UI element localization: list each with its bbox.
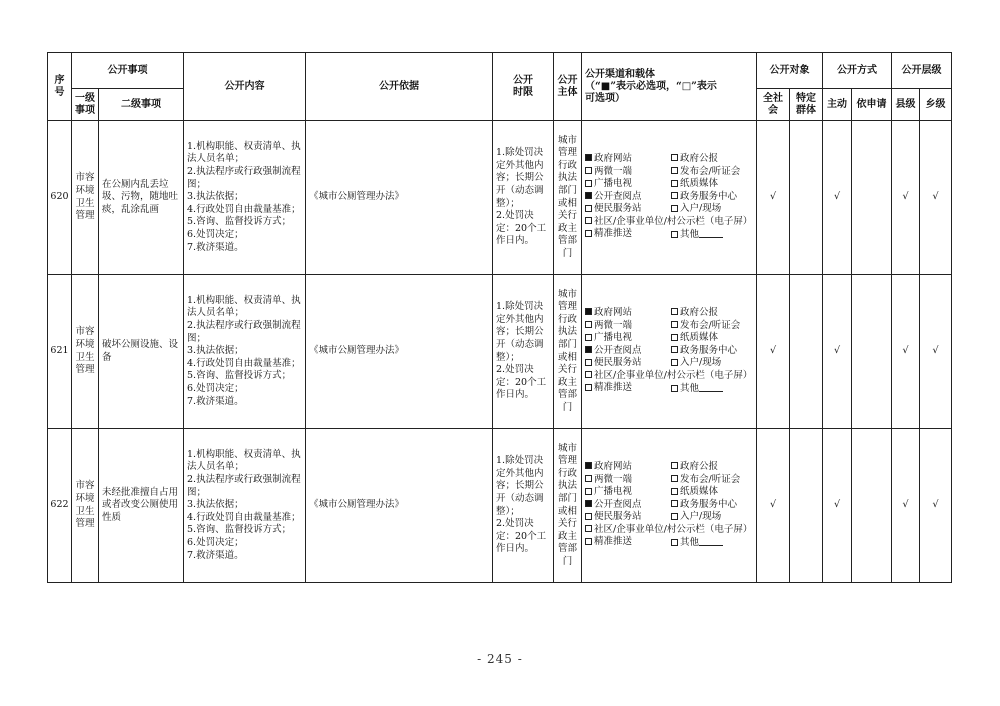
channel-label: 发布会/听证会 [680,165,741,177]
cell-time: 1.除处罚决定外其他内容；长期公开（动态调整）； 2.处罚决定：20个工作日内。 [493,429,554,583]
channel-label: 精准推送 [594,536,633,548]
channel-label: 便民服务站 [594,511,642,523]
channel-item [671,474,756,487]
channel-item [585,524,756,537]
header-level2: 二级事项 [99,89,184,121]
cell-channels [582,275,757,429]
channel-label: 纸质媒体 [680,486,719,498]
channel-item [671,178,756,191]
empty-box-icon [671,308,678,315]
header-level: 公开层级 [892,53,952,89]
channel-item [671,153,756,166]
channel-label: 入户/现场 [680,203,722,215]
channel-item [585,474,671,487]
empty-box-icon [585,475,592,482]
cell-apply [852,121,892,275]
channel-label: 广播电视 [594,332,633,344]
cell-level2: 破坏公厕设施、设备 [99,275,184,429]
cell-content: 1.机构职能、权责清单、执法人员名单； 2.执法程序或行政强制流程图； 3.执法依据； 4.行政处罚自由裁量基准； 5.咨询、监督投诉方式； 6.处罚决定； 7.救济渠道。 [184,429,306,583]
channel-label: 发布会/听证会 [680,473,741,485]
channel-item [585,191,671,204]
cell-public: √ [757,121,790,275]
cell-group [790,429,823,583]
channel-label: 广播电视 [594,486,633,498]
channel-item [671,499,756,512]
cell-township: √ [920,275,952,429]
cell-township: √ [920,429,952,583]
channel-list [582,461,756,550]
channel-label: 纸质媒体 [680,178,719,190]
header-basis: 公开依据 [306,53,493,121]
channel-label: 精准推送 [594,228,633,240]
channel-label: 其他 [680,229,700,241]
channel-item [671,345,756,358]
channel-label: 社区/企事业单位/村公示栏（电子屏） [594,369,753,381]
cell-active: √ [823,429,852,583]
channel-item [585,461,671,474]
cell-apply [852,275,892,429]
channel-label: 两微一端 [594,165,633,177]
channel-label: 政府公报 [680,460,719,472]
empty-box-icon [671,359,678,366]
header-county: 县级 [892,89,920,121]
channel-label: 入户/现场 [680,511,722,523]
empty-box-icon [671,385,678,392]
channel-label: 其他 [680,383,700,395]
channel-item [671,461,756,474]
empty-box-icon [585,167,592,174]
cell-county: √ [892,121,920,275]
cell-channels [582,121,757,275]
channel-label: 公开查阅点 [594,190,642,202]
channel-item [585,486,671,499]
cell-seq: 621 [48,275,72,429]
cell-time: 1.除处罚决定外其他内容；长期公开（动态调整）； 2.处罚决定：20个工作日内。 [493,275,554,429]
channel-item [671,307,756,320]
cell-subject: 城市 管理 行政 执法 部门 或相 关行 政主 管部 门 [554,275,582,429]
empty-box-icon [585,230,592,237]
channel-item [671,191,756,204]
empty-box-icon [585,525,592,532]
cell-level2: 在公厕内乱丢垃圾、污物，随地吐痰，乱涂乱画 [99,121,184,275]
channel-label: 入户/现场 [680,357,722,369]
checked-box-icon [585,500,592,507]
channel-label: 政府网站 [594,152,633,164]
cell-apply [852,429,892,583]
channel-item [585,216,756,229]
header-content: 公开内容 [184,53,306,121]
empty-box-icon [585,205,592,212]
page-number: - 245 - [477,652,523,666]
cell-channels [582,429,757,583]
cell-public: √ [757,429,790,583]
channel-item [585,332,671,345]
header-time: 公开 时限 [493,53,554,121]
cell-level2: 未经批准擅自占用或者改变公厕使用性质 [99,429,184,583]
checked-box-icon [585,154,592,161]
channel-item [585,153,671,166]
cell-seq: 622 [48,429,72,583]
channel-list [582,153,756,242]
cell-group [790,275,823,429]
empty-box-icon [585,334,592,341]
cell-level1: 市容 环境 卫生 管理 [72,121,99,275]
channel-label: 政府公报 [680,152,719,164]
cell-level1: 市容 环境 卫生 管理 [72,429,99,583]
channel-item [585,307,671,320]
checked-box-icon [585,346,592,353]
channel-label: 公开查阅点 [594,344,642,356]
empty-box-icon [671,154,678,161]
channel-item [671,166,756,179]
channel-label: 政府网站 [594,306,633,318]
channel-item [671,382,756,396]
empty-box-icon [671,346,678,353]
channel-label: 政府网站 [594,460,633,472]
header-target: 公开对象 [757,53,823,89]
table-row [48,275,952,429]
cell-basis: 《城市公厕管理办法》 [306,429,493,583]
channel-item [585,320,671,333]
channel-item [671,203,756,216]
cell-time: 1.除处罚决定外其他内容；长期公开（动态调整）； 2.处罚决定：20个工作日内。 [493,121,554,275]
channel-list [582,307,756,396]
channel-item [671,536,756,550]
header-township: 乡级 [920,89,952,121]
empty-box-icon [671,167,678,174]
channel-item [671,486,756,499]
header-method: 公开方式 [823,53,892,89]
channel-label: 政府公报 [680,306,719,318]
empty-box-icon [585,359,592,366]
cell-level1: 市容 环境 卫生 管理 [72,275,99,429]
empty-box-icon [671,334,678,341]
empty-box-icon [671,180,678,187]
header-seq: 序 号 [48,53,72,121]
channel-label: 政务服务中心 [680,190,738,202]
channel-label: 其他 [680,537,700,549]
checked-box-icon [585,192,592,199]
header-level1: 一级 事项 [72,89,99,121]
empty-box-icon [585,513,592,520]
header-apply: 依申请 [852,89,892,121]
empty-box-icon [585,371,592,378]
header-subject: 公开 主体 [554,53,582,121]
cell-group [790,121,823,275]
cell-county: √ [892,429,920,583]
empty-box-icon [585,538,592,545]
empty-box-icon [671,539,678,546]
channel-item [585,166,671,179]
channel-label: 政务服务中心 [680,344,738,356]
channel-item [585,499,671,512]
empty-box-icon [671,513,678,520]
channel-label: 两微一端 [594,319,633,331]
cell-township: √ [920,121,952,275]
empty-box-icon [585,488,592,495]
channel-item [585,345,671,358]
empty-box-icon [671,231,678,238]
empty-box-icon [671,321,678,328]
channel-label: 公开查阅点 [594,498,642,510]
channel-item [671,332,756,345]
channel-label: 便民服务站 [594,357,642,369]
channel-item [585,511,671,524]
channel-label: 两微一端 [594,473,633,485]
header-group: 特定 群体 [790,89,823,121]
cell-active: √ [823,275,852,429]
empty-box-icon [585,384,592,391]
cell-content: 1.机构职能、权责清单、执法人员名单； 2.执法程序或行政强制流程图； 3.执法依据； 4.行政处罚自由裁量基准； 5.咨询、监督投诉方式； 6.处罚决定； 7.救济渠道。 [184,275,306,429]
channel-item [585,370,756,383]
checked-box-icon [585,308,592,315]
fill-blank-line [699,382,723,392]
cell-subject: 城市 管理 行政 执法 部门 或相 关行 政主 管部 门 [554,121,582,275]
empty-box-icon [671,488,678,495]
empty-box-icon [671,205,678,212]
cell-content: 1.机构职能、权责清单、执法人员名单； 2.执法程序或行政强制流程图； 3.执法依据； 4.行政处罚自由裁量基准； 5.咨询、监督投诉方式； 6.处罚决定； 7.救济渠道。 [184,121,306,275]
channel-label: 社区/企事业单位/村公示栏（电子屏） [594,523,753,535]
table-row [48,121,952,275]
cell-basis: 《城市公厕管理办法》 [306,121,493,275]
channel-label: 广播电视 [594,178,633,190]
empty-box-icon [671,500,678,507]
channel-item [585,357,671,370]
channel-label: 精准推送 [594,382,633,394]
channel-item [585,178,671,191]
channel-item [585,382,671,396]
channel-label: 便民服务站 [594,203,642,215]
disclosure-table [47,52,952,583]
channel-item [671,357,756,370]
empty-box-icon [671,192,678,199]
empty-box-icon [671,462,678,469]
fill-blank-line [699,536,723,546]
channel-label: 发布会/听证会 [680,319,741,331]
header-matters: 公开事项 [72,53,184,89]
channel-item [671,511,756,524]
channel-label: 政务服务中心 [680,498,738,510]
cell-active: √ [823,121,852,275]
header-active: 主动 [823,89,852,121]
fill-blank-line [699,228,723,238]
header-public: 全社 会 [757,89,790,121]
channel-label: 纸质媒体 [680,332,719,344]
channel-item [585,228,671,242]
cell-basis: 《城市公厕管理办法》 [306,275,493,429]
channel-item [671,320,756,333]
header-channel: 公开渠道和载体 （“■”表示必选项，“□”表示 可选项） [582,53,757,121]
cell-county: √ [892,275,920,429]
cell-public: √ [757,275,790,429]
channel-item [671,228,756,242]
empty-box-icon [585,180,592,187]
table-row [48,429,952,583]
empty-box-icon [671,475,678,482]
cell-seq: 620 [48,121,72,275]
channel-item [585,203,671,216]
channel-item [585,536,671,550]
empty-box-icon [585,217,592,224]
checked-box-icon [585,462,592,469]
empty-box-icon [585,321,592,328]
cell-subject: 城市 管理 行政 执法 部门 或相 关行 政主 管部 门 [554,429,582,583]
channel-label: 社区/企事业单位/村公示栏（电子屏） [594,215,753,227]
